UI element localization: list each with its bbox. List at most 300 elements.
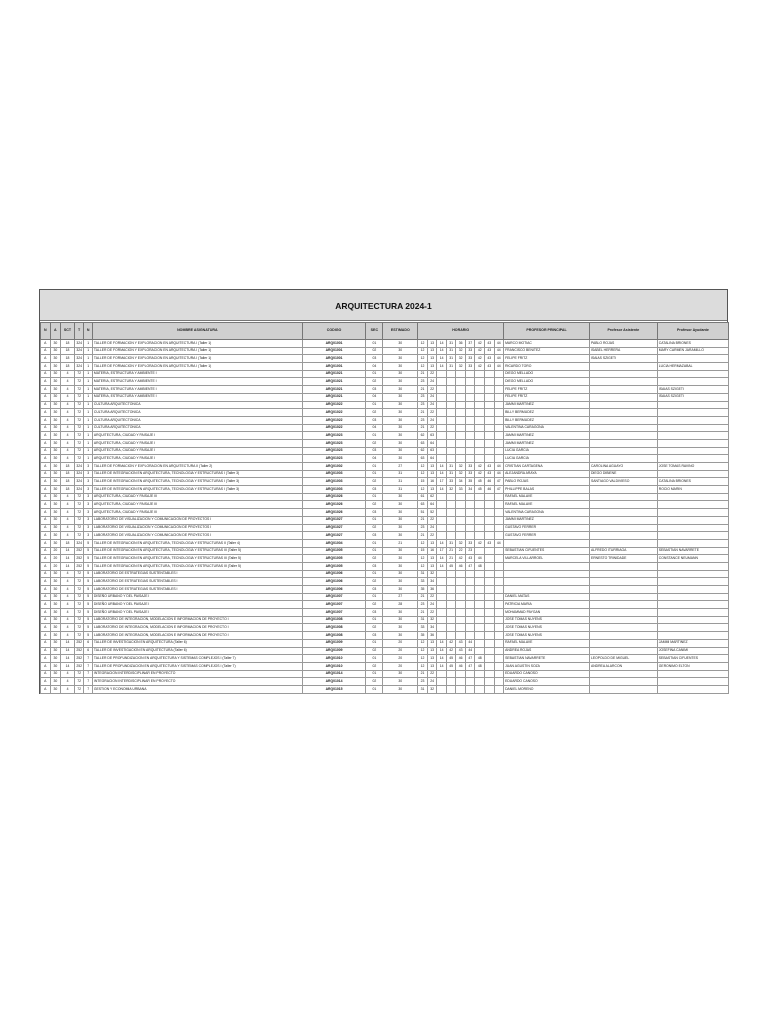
cell-estimate: 27 [383,463,418,471]
header-main-professor[interactable]: PROFESOR PRINCIPAL [504,323,590,340]
header-course-name[interactable]: NOMBRE ASIGNATURA [92,323,302,340]
cell-schedule-slot: 16 [427,478,437,486]
cell-schedule-slot: 17 [437,547,447,555]
cell-course-name: TALLER DE INTEGRACION EN ARQUITECTURA, TECNOLOGIA Y ESTRUCTURAS I (Taller 3) [92,486,302,494]
cell-schedule-slot [456,578,466,586]
cell-main-professor: SEBASTIAN CIFUENTES [504,547,590,555]
cell-level: 1 [84,409,92,417]
cell-sct: 4 [61,424,75,432]
cell-schedule-slot [465,516,475,524]
cell-a: 30 [50,509,61,517]
table-row[interactable] [41,616,729,624]
cell-main-professor: CRISTIAN CARTAGENA [504,463,590,471]
cell-sct: 4 [61,578,75,586]
cell-n: A [41,601,51,609]
cell-schedule-slot: 47 [494,478,504,486]
cell-estimate: 31 [383,470,418,478]
cell-n: A [41,509,51,517]
cell-section: 04 [366,455,383,463]
cell-course-name: TALLER DE PROFUNDIZACION EN ARQUITECTURA Y SISTEMAS COMPLEJOS I (Taller 7) [92,655,302,663]
cell-t: 72 [74,524,84,532]
cell-estimate: 30 [383,416,418,424]
cell-schedule-slot: 44 [494,363,504,371]
cell-schedule-slot: 12 [418,562,428,570]
table-row[interactable] [41,416,729,424]
table-row[interactable] [41,486,729,494]
cell-section: 04 [366,424,383,432]
table-row[interactable] [41,370,729,378]
cell-course-name: ARQUITECTURA, CIUDAD Y PAISAJE I [92,432,302,440]
cell-schedule-slot: 14 [437,655,447,663]
table-row[interactable] [41,386,729,394]
cell-n: A [41,593,51,601]
table-row[interactable] [41,678,729,686]
cell-n: A [41,516,51,524]
cell-n: A [41,340,51,348]
table-row[interactable] [41,562,729,570]
cell-schedule-slot [446,432,456,440]
cell-level: 5 [84,586,92,594]
cell-course-name: TALLER DE FORMACION Y EXPLORACION EN ARQUITECTURA I (Taller 1) [92,355,302,363]
table-row[interactable] [41,363,729,371]
cell-schedule-slot [456,439,466,447]
cell-schedule-slot [446,632,456,640]
cell-course-name: CULTURA ARQUITECTONICA [92,416,302,424]
cell-assistant-professor [589,586,657,594]
cell-assistant-professor [589,501,657,509]
table-row[interactable] [41,539,729,547]
cell-schedule-slot [437,570,447,578]
cell-sct: 18 [61,340,75,348]
cell-schedule-slot: 23 [418,601,428,609]
cell-schedule-slot: 48 [475,562,485,570]
cell-schedule-slot: 14 [437,539,447,547]
table-row[interactable] [41,409,729,417]
cell-schedule-slot: 23 [418,678,428,686]
cell-section: 03 [366,609,383,617]
cell-schedule-slot: 15 [418,478,428,486]
table-row[interactable] [41,378,729,386]
table-row[interactable] [41,501,729,509]
cell-helper-professor: SEBASTIAN NAVARRETE [657,547,728,555]
cell-course-name: TALLER DE INVESTIGACION EN ARQUITECTURA (Taller 6) [92,647,302,655]
cell-schedule-slot: 22 [427,424,437,432]
cell-schedule-slot: 32 [427,616,437,624]
cell-schedule-slot: 31 [418,570,428,578]
cell-schedule-slot [465,678,475,686]
cell-assistant-professor [589,424,657,432]
cell-schedule-slot: 34 [427,578,437,586]
cell-schedule-slot [494,578,504,586]
cell-schedule-slot [485,493,495,501]
table-row[interactable] [41,639,729,647]
cell-estimate: 30 [383,547,418,555]
cell-schedule-slot: 46 [456,655,466,663]
cell-assistant-professor [589,532,657,540]
cell-schedule-slot: 13 [427,340,437,348]
cell-assistant-professor [589,624,657,632]
cell-schedule-slot: 47 [465,562,475,570]
cell-schedule-slot: 63 [418,501,428,509]
cell-course-name: LABORATORIO DE ESTRATEGIAS SUSTENTABLES I [92,586,302,594]
table-row[interactable] [41,632,729,640]
cell-level: 1 [84,393,92,401]
schedule-table [40,322,729,694]
cell-schedule-slot [494,662,504,670]
cell-helper-professor [657,578,728,586]
cell-sct: 14 [61,662,75,670]
cell-section: 02 [366,524,383,532]
table-row[interactable] [41,570,729,578]
cell-n: A [41,501,51,509]
cell-schedule-slot [485,401,495,409]
cell-t: 72 [74,409,84,417]
cell-schedule-slot [437,447,447,455]
table-row[interactable] [41,662,729,670]
cell-assistant-professor [589,524,657,532]
cell-helper-professor [657,409,728,417]
cell-schedule-slot: 42 [456,555,466,563]
cell-schedule-slot: 33 [465,355,475,363]
cell-schedule-slot [456,378,466,386]
cell-schedule-slot [485,393,495,401]
cell-schedule-slot [446,501,456,509]
cell-schedule-slot [475,432,485,440]
cell-main-professor [504,570,590,578]
cell-code: ARQ01004 [302,539,366,547]
cell-schedule-slot [446,578,456,586]
cell-code: ARQ01003 [302,478,366,486]
cell-section: 02 [366,501,383,509]
cell-schedule-slot [494,532,504,540]
cell-course-name: TALLER DE INTEGRACION EN ARQUITECTURA, TECNOLOGIA Y ESTRUCTURAS III (Taller 5) [92,555,302,563]
cell-main-professor: RICARDO TORO [504,363,590,371]
cell-level: 3 [84,532,92,540]
table-body [41,340,729,694]
header-helper-professor[interactable]: Profesor Ayudante [657,323,728,340]
cell-section: 01 [366,639,383,647]
table-row[interactable] [41,424,729,432]
cell-schedule-slot [456,632,466,640]
header-schedule[interactable]: HORARIO [418,323,504,340]
cell-n: A [41,386,51,394]
table-row[interactable] [41,609,729,617]
cell-schedule-slot [446,516,456,524]
table-row[interactable] [41,455,729,463]
cell-code: ARQ01014 [302,670,366,678]
cell-schedule-slot [437,439,447,447]
cell-main-professor: PABLO ROJAS [504,478,590,486]
cell-schedule-slot [465,685,475,693]
cell-estimate: 30 [383,555,418,563]
cell-schedule-slot: 44 [494,340,504,348]
cell-schedule-slot: 23 [418,401,428,409]
cell-a: 30 [50,340,61,348]
cell-schedule-slot [485,601,495,609]
cell-section: 04 [366,393,383,401]
cell-a: 30 [50,516,61,524]
cell-level: 1 [84,355,92,363]
cell-schedule-slot [446,386,456,394]
cell-schedule-slot: 44 [494,470,504,478]
cell-assistant-professor [589,578,657,586]
table-row[interactable] [41,624,729,632]
cell-schedule-slot: 13 [427,655,437,663]
cell-schedule-slot [485,570,495,578]
cell-a: 30 [50,593,61,601]
cell-code: ARQ01005 [302,555,366,563]
cell-schedule-slot: 44 [465,639,475,647]
cell-sct: 18 [61,486,75,494]
header-level[interactable]: N [84,323,92,340]
cell-schedule-slot: 63 [427,447,437,455]
cell-schedule-slot [456,393,466,401]
table-row[interactable] [41,586,729,594]
cell-code: ARQ01010 [302,655,366,663]
cell-estimate: 31 [383,486,418,494]
header-assistant-professor[interactable]: Profesor Asistente [589,323,657,340]
cell-schedule-slot: 35 [418,586,428,594]
cell-schedule-slot: 12 [418,486,428,494]
cell-a: 30 [50,355,61,363]
cell-section: 01 [366,593,383,601]
cell-course-name: ARQUITECTURA, CIUDAD Y PAISAJE I [92,439,302,447]
table-row[interactable] [41,555,729,563]
cell-schedule-slot: 64 [427,439,437,447]
cell-schedule-slot [485,524,495,532]
cell-schedule-slot: 13 [427,647,437,655]
cell-schedule-slot: 23 [418,416,428,424]
cell-schedule-slot: 23 [418,393,428,401]
cell-level: 5 [84,616,92,624]
cell-schedule-slot: 47 [465,655,475,663]
cell-main-professor [504,562,590,570]
cell-a: 30 [50,539,61,547]
cell-assistant-professor [589,647,657,655]
cell-schedule-slot: 45 [475,478,485,486]
cell-schedule-slot: 12 [418,340,428,348]
cell-section: 01 [366,616,383,624]
table-row[interactable] [41,524,729,532]
cell-a: 30 [50,586,61,594]
cell-schedule-slot: 13 [427,562,437,570]
cell-t: 72 [74,509,84,517]
table-row[interactable] [41,355,729,363]
header-t[interactable]: T [74,323,84,340]
cell-level: 3 [84,509,92,517]
cell-estimate: 30 [383,616,418,624]
cell-a: 30 [50,393,61,401]
cell-course-name: CULTURA ARQUITECTONICA [92,401,302,409]
cell-schedule-slot [456,432,466,440]
cell-schedule-slot [465,632,475,640]
cell-estimate: 30 [383,570,418,578]
cell-schedule-slot [485,639,495,647]
cell-assistant-professor [589,539,657,547]
cell-schedule-slot: 12 [418,539,428,547]
cell-section: 01 [366,685,383,693]
cell-schedule-slot: 12 [418,355,428,363]
table-row[interactable] [41,432,729,440]
table-row[interactable] [41,655,729,663]
header-sct[interactable]: SCT [61,323,75,340]
cell-n: A [41,555,51,563]
cell-schedule-slot: 48 [475,662,485,670]
table-row[interactable] [41,593,729,601]
cell-course-name: TALLER DE INTEGRACION EN ARQUITECTURA, TECNOLOGIA Y ESTRUCTURAS III (Taller 5) [92,547,302,555]
cell-code: ARQ01023 [302,439,366,447]
cell-schedule-slot: 36 [456,340,466,348]
cell-schedule-slot [465,593,475,601]
cell-estimate: 30 [383,562,418,570]
cell-main-professor [504,578,590,586]
cell-schedule-slot [456,524,466,532]
cell-code: ARQ01001 [302,347,366,355]
cell-helper-professor [657,439,728,447]
cell-schedule-slot [456,678,466,686]
cell-schedule-slot: 52 [427,509,437,517]
cell-helper-professor [657,570,728,578]
cell-section: 01 [366,401,383,409]
header-estimate[interactable]: ESTIMADO [383,323,418,340]
table-row[interactable] [41,601,729,609]
table-row[interactable] [41,470,729,478]
cell-schedule-slot: 48 [475,655,485,663]
cell-helper-professor [657,562,728,570]
cell-code: ARQ01003 [302,470,366,478]
cell-main-professor: JOSE TOMAS NUYENS [504,632,590,640]
cell-sct: 4 [61,524,75,532]
cell-main-professor: RAFAEL MALAVE [504,501,590,509]
table-row[interactable] [41,547,729,555]
cell-section: 03 [366,486,383,494]
header-n[interactable]: N [41,323,51,340]
cell-schedule-slot: 31 [418,616,428,624]
cell-estimate: 30 [383,393,418,401]
cell-schedule-slot [437,678,447,686]
cell-main-professor: JAMMI MARTINEZ [504,401,590,409]
cell-sct: 4 [61,493,75,501]
cell-schedule-slot: 24 [427,524,437,532]
cell-main-professor: FELIPE FRITZ [504,386,590,394]
table-row[interactable] [41,578,729,586]
table-row[interactable] [41,447,729,455]
cell-sct: 14 [61,655,75,663]
cell-t: 252 [74,655,84,663]
cell-code: ARQ01026 [302,509,366,517]
table-row[interactable] [41,532,729,540]
cell-assistant-professor [589,378,657,386]
cell-a: 30 [50,524,61,532]
cell-schedule-slot: 43 [456,647,466,655]
table-row[interactable] [41,478,729,486]
cell-section: 02 [366,478,383,486]
cell-assistant-professor [589,685,657,693]
header-code[interactable]: CODIGO [302,323,366,340]
cell-t: 72 [74,685,84,693]
cell-schedule-slot: 21 [418,370,428,378]
cell-sct: 4 [61,685,75,693]
cell-schedule-slot: 43 [485,340,495,348]
cell-code: ARQ01021 [302,393,366,401]
cell-sct: 4 [61,586,75,594]
cell-sct: 4 [61,516,75,524]
cell-course-name: TALLER DE INTEGRACION EN ARQUITECTURA, TECNOLOGIA Y ESTRUCTURAS I (Taller 3) [92,470,302,478]
table-row[interactable] [41,647,729,655]
cell-schedule-slot: 21 [418,424,428,432]
cell-schedule-slot [494,455,504,463]
cell-code: ARQ01008 [302,632,366,640]
cell-main-professor: FELIPE FRITZ [504,393,590,401]
cell-main-professor: PHILLIPPE BALAS [504,486,590,494]
cell-schedule-slot [437,593,447,601]
cell-sct: 4 [61,509,75,517]
cell-schedule-slot: 31 [446,347,456,355]
cell-level: 7 [84,662,92,670]
table-row[interactable] [41,340,729,348]
table-row[interactable] [41,670,729,678]
cell-schedule-slot: 42 [475,340,485,348]
cell-level: 1 [84,447,92,455]
cell-n: A [41,455,51,463]
cell-schedule-slot [437,393,447,401]
cell-n: A [41,647,51,655]
cell-main-professor: VALENTINA CARAGONA [504,509,590,517]
cell-level: 5 [84,593,92,601]
cell-level: 7 [84,670,92,678]
table-row[interactable] [41,347,729,355]
cell-schedule-slot [465,570,475,578]
cell-schedule-slot: 14 [437,647,447,655]
cell-schedule-slot: 22 [427,370,437,378]
cell-a: 30 [50,447,61,455]
table-row[interactable] [41,401,729,409]
table-row[interactable] [41,463,729,471]
table-row[interactable] [41,493,729,501]
cell-assistant-professor [589,516,657,524]
table-row[interactable] [41,685,729,693]
header-section[interactable]: SEC [366,323,383,340]
cell-schedule-slot [437,670,447,678]
cell-schedule-slot: 33 [465,470,475,478]
header-a[interactable]: A [50,323,61,340]
cell-schedule-slot [494,424,504,432]
cell-schedule-slot [475,455,485,463]
cell-section: 01 [366,539,383,547]
cell-estimate: 21 [383,539,418,547]
cell-section: 02 [366,624,383,632]
cell-level: 5 [84,624,92,632]
cell-schedule-slot [437,685,447,693]
cell-a: 30 [50,647,61,655]
cell-helper-professor [657,516,728,524]
cell-schedule-slot [465,393,475,401]
cell-level: 5 [84,609,92,617]
table-row[interactable] [41,393,729,401]
cell-helper-professor [657,524,728,532]
table-row[interactable] [41,439,729,447]
table-row[interactable] [41,516,729,524]
cell-t: 72 [74,670,84,678]
cell-schedule-slot [437,601,447,609]
cell-a: 30 [50,685,61,693]
cell-schedule-slot: 14 [437,639,447,647]
table-row[interactable] [41,509,729,517]
cell-t: 72 [74,516,84,524]
cell-schedule-slot [446,624,456,632]
cell-schedule-slot [485,386,495,394]
cell-sct: 18 [61,347,75,355]
